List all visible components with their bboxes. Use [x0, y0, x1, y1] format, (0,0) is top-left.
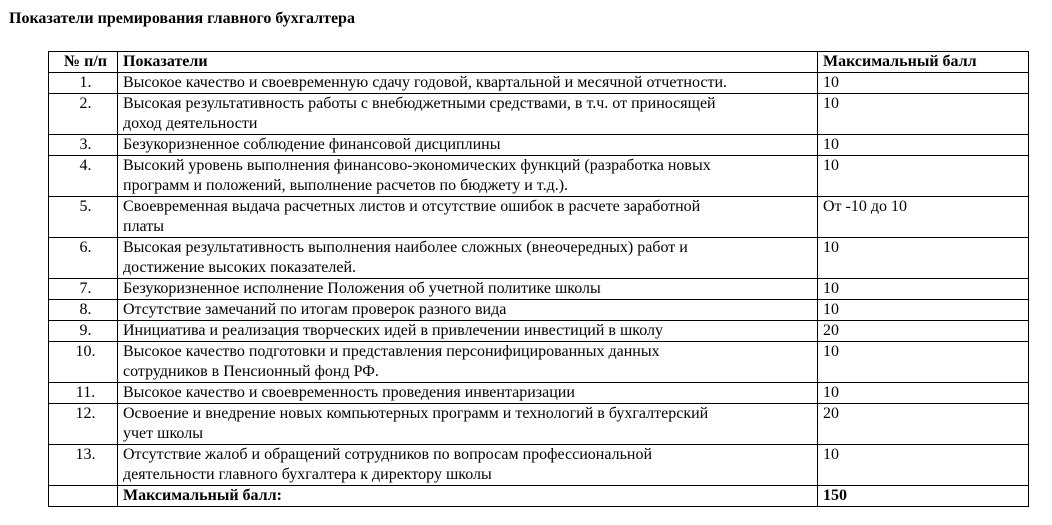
table-row	[49, 197, 1029, 238]
indicator-text-line: Безукоризненное исполнение Положения об учетной политике школы	[123, 280, 601, 297]
header-indicator: Показатели	[118, 52, 818, 73]
header-max-score: Максимальный балл	[818, 52, 1029, 73]
total-label: Максимальный балл:	[118, 486, 818, 507]
row-number: 8.	[49, 300, 118, 321]
indicator-text-line: учет школы	[123, 425, 203, 442]
indicator-cell	[118, 73, 818, 94]
indicator-cell	[118, 383, 818, 404]
table-row	[49, 300, 1029, 321]
indicator-cell	[118, 156, 818, 197]
total-value: 150	[818, 486, 1029, 507]
indicator-text-line: Высокая результативность выполнения наиболее сложных (внеочередных) работ и	[123, 239, 688, 256]
indicator-text-line: программ и положений, выполнение расчетов по бюджету и т.д.).	[123, 177, 569, 194]
max-score-cell: 10	[818, 73, 1029, 94]
row-number: 13.	[49, 445, 118, 486]
row-number: 5.	[49, 197, 118, 238]
table-row	[49, 404, 1029, 445]
max-score-cell: 10	[818, 238, 1029, 279]
indicator-cell	[118, 321, 818, 342]
table-row	[49, 321, 1029, 342]
row-number: 7.	[49, 279, 118, 300]
table-row	[49, 238, 1029, 279]
max-score-cell: 20	[818, 404, 1029, 445]
max-score-cell: 10	[818, 135, 1029, 156]
max-score-cell: 10	[818, 342, 1029, 383]
max-score-cell: 10	[818, 445, 1029, 486]
indicator-text-line: Освоение и внедрение новых компьютерных программ и технологий в бухгалтерский	[123, 405, 709, 422]
max-score-cell: От -10 до 10	[818, 197, 1029, 238]
indicator-text-line: Отсутствие жалоб и обращений сотрудников по вопросам профессиональной	[123, 446, 653, 463]
table-row	[49, 94, 1029, 135]
max-score-cell: 20	[818, 321, 1029, 342]
row-number: 9.	[49, 321, 118, 342]
indicator-text-line: Безукоризненное соблюдение финансовой дисциплины	[123, 136, 501, 153]
indicator-cell	[118, 197, 818, 238]
table-header-row	[49, 52, 1029, 73]
indicator-cell	[118, 404, 818, 445]
row-number: 12.	[49, 404, 118, 445]
row-number: 11.	[49, 383, 118, 404]
indicator-text-line: достижение высоких показателей.	[123, 259, 357, 276]
total-empty-cell	[49, 486, 118, 507]
row-number: 10.	[49, 342, 118, 383]
indicator-text-line: Высокое качество и своевременность проведения инвентаризации	[123, 384, 575, 401]
indicator-cell	[118, 279, 818, 300]
table-body	[49, 52, 1029, 507]
row-number: 2.	[49, 94, 118, 135]
indicator-text-line: доход деятельности	[123, 115, 258, 132]
indicator-text-line: Своевременная выдача расчетных листов и отсутствие ошибок в расчете заработной	[123, 198, 701, 215]
max-score-cell: 10	[818, 94, 1029, 135]
table-row	[49, 445, 1029, 486]
total-row	[49, 486, 1029, 507]
document-title: Показатели премирования главного бухгалтера	[9, 10, 355, 27]
table-row	[49, 156, 1029, 197]
table-row	[49, 135, 1029, 156]
header-num: № п/п	[49, 52, 118, 73]
table-row	[49, 342, 1029, 383]
indicator-text-line: Высокое качество и своевременную сдачу годовой, квартальной и месячной отчетности.	[123, 74, 728, 91]
max-score-cell: 10	[818, 279, 1029, 300]
row-number: 4.	[49, 156, 118, 197]
max-score-cell: 10	[818, 383, 1029, 404]
table-row	[49, 279, 1029, 300]
indicator-cell	[118, 445, 818, 486]
bonus-indicators-table	[48, 51, 1029, 507]
indicator-text-line: Высокая результативность работы с внебюджетными средствами, в т.ч. от приносящей	[123, 95, 716, 112]
indicator-cell	[118, 300, 818, 321]
max-score-cell: 10	[818, 300, 1029, 321]
indicator-text-line: Высокое качество подготовки и представления персонифицированных данных	[123, 343, 660, 360]
indicator-cell	[118, 238, 818, 279]
indicator-text-line: деятельности главного бухгалтера к директору школы	[123, 466, 492, 483]
row-number: 6.	[49, 238, 118, 279]
indicator-text-line: Высокий уровень выполнения финансово-экономических функций (разработка новых	[123, 157, 711, 174]
row-number: 3.	[49, 135, 118, 156]
indicator-text-line: Инициатива и реализация творческих идей в привлечении инвестиций в школу	[123, 322, 664, 339]
indicator-text-line: сотрудников в Пенсионный фонд РФ.	[123, 363, 379, 380]
indicator-text-line: платы	[123, 218, 164, 235]
indicator-text-line: Отсутствие замечаний по итогам проверок разного вида	[123, 301, 507, 318]
max-score-cell: 10	[818, 156, 1029, 197]
indicator-cell	[118, 342, 818, 383]
table-row	[49, 73, 1029, 94]
row-number: 1.	[49, 73, 118, 94]
table-row	[49, 383, 1029, 404]
indicator-cell	[118, 135, 818, 156]
indicator-cell	[118, 94, 818, 135]
